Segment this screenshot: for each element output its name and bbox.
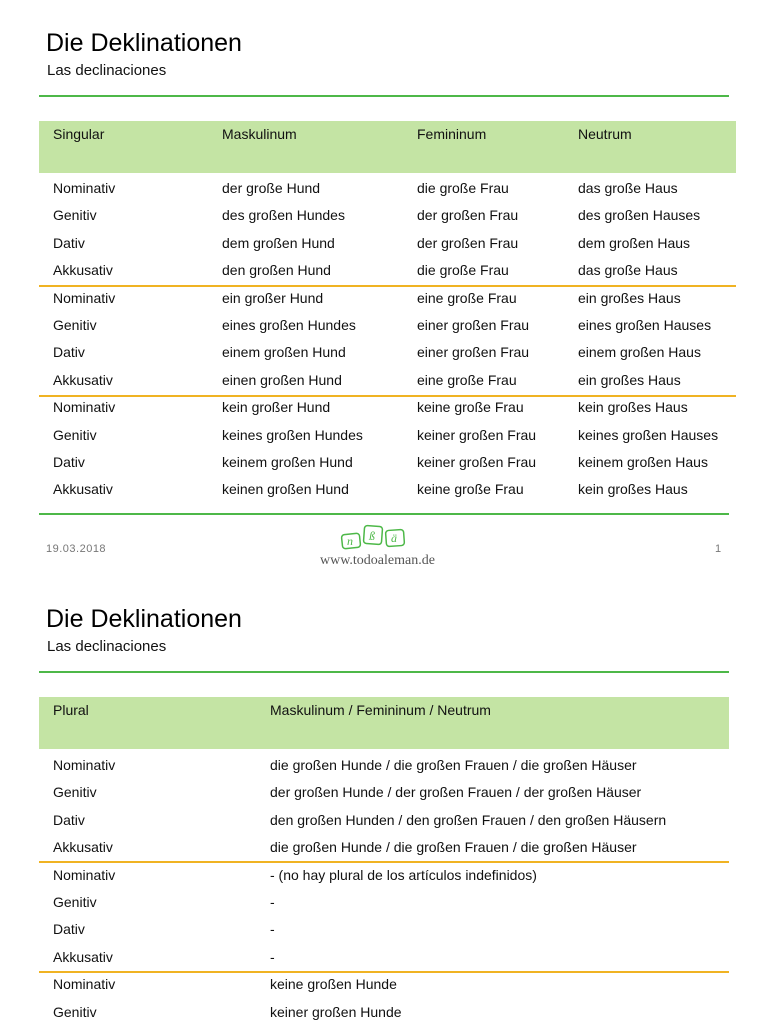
table-cell: einen großen Hund bbox=[222, 371, 342, 388]
page-number: 1 bbox=[715, 543, 722, 555]
header-maskulinum: Maskulinum bbox=[222, 126, 297, 142]
website-url: www.todoaleman.de bbox=[320, 553, 435, 568]
case-label: Genitiv bbox=[53, 784, 97, 801]
case-label: Akkusativ bbox=[53, 371, 113, 388]
table-cell: die große Frau bbox=[417, 180, 509, 196]
table-row bbox=[39, 230, 729, 257]
table-cell: einem großen Hund bbox=[222, 344, 346, 361]
table-row bbox=[39, 999, 729, 1024]
page-title: Die Deklinationen bbox=[46, 29, 242, 57]
table-row bbox=[39, 834, 729, 861]
table-header bbox=[39, 121, 736, 173]
case-label: Genitiv bbox=[53, 1003, 97, 1020]
case-label: Akkusativ bbox=[53, 481, 113, 498]
table-cell: ein großes Haus bbox=[578, 289, 681, 306]
table-cell: kein großes Haus bbox=[578, 399, 688, 416]
case-label: Dativ bbox=[53, 811, 85, 828]
case-label: Nominativ bbox=[53, 289, 116, 306]
header-femininum: Femininum bbox=[417, 126, 487, 142]
header-plural: Plural bbox=[53, 702, 89, 718]
table-row bbox=[39, 807, 729, 834]
table-cell: die großen Hunde / die großen Frauen / die großen Häuser bbox=[270, 757, 637, 773]
table-cell: der große Hund bbox=[222, 180, 321, 196]
table-cell: ein großes Haus bbox=[578, 371, 681, 388]
table-cell: den großen Hunden / den großen Frauen / den großen Häusern bbox=[270, 811, 667, 828]
table-row bbox=[39, 889, 729, 916]
table-row bbox=[39, 752, 729, 779]
case-label: Akkusativ bbox=[53, 262, 113, 279]
title-divider bbox=[39, 671, 729, 673]
table-cell: keiner großen Frau bbox=[417, 454, 537, 470]
case-label: Dativ bbox=[53, 454, 85, 470]
case-label: Genitiv bbox=[53, 426, 97, 443]
table-cell: - bbox=[270, 948, 275, 965]
table-cell: des großen Hundes bbox=[222, 207, 345, 224]
case-label: Dativ bbox=[53, 921, 85, 938]
case-label: Nominativ bbox=[53, 866, 116, 883]
footer-date: 19.03.2018 bbox=[46, 543, 107, 555]
table-cell: - bbox=[270, 921, 275, 938]
table-row bbox=[39, 394, 729, 421]
case-label: Dativ bbox=[53, 234, 85, 251]
table-row bbox=[39, 367, 729, 394]
table-cell: keiner großen Hunde bbox=[270, 1003, 402, 1020]
table-row bbox=[39, 312, 729, 339]
table-cell: einer großen Frau bbox=[417, 317, 530, 333]
table-cell: die große Frau bbox=[417, 262, 509, 279]
table-row bbox=[39, 944, 729, 971]
table-row bbox=[39, 449, 729, 476]
table-cell: keiner großen Frau bbox=[417, 426, 537, 443]
table-cell: ein großer Hund bbox=[222, 289, 324, 306]
table-cell: keinen großen Hund bbox=[222, 481, 349, 498]
table-row bbox=[39, 971, 729, 998]
table-row bbox=[39, 779, 729, 806]
table-row bbox=[39, 339, 729, 366]
table-cell: eines großen Hauses bbox=[578, 317, 712, 333]
group-divider bbox=[39, 395, 736, 397]
group-divider bbox=[39, 285, 736, 287]
table-cell: keinem großen Hund bbox=[222, 454, 353, 470]
case-label: Nominativ bbox=[53, 399, 116, 416]
page-subtitle: Las declinaciones bbox=[47, 62, 167, 79]
table-cell: keine großen Hunde bbox=[270, 976, 397, 993]
table-cell: dem großen Hund bbox=[222, 234, 335, 251]
table-cell: die großen Hunde / die großen Frauen / die großen Häuser bbox=[270, 839, 637, 856]
table-cell: eines großen Hundes bbox=[222, 317, 356, 333]
case-label: Nominativ bbox=[53, 180, 116, 196]
table-row bbox=[39, 175, 729, 202]
table-cell: keinem großen Haus bbox=[578, 454, 708, 470]
slide-page-2 bbox=[0, 580, 768, 1024]
header-singular: Singular bbox=[53, 126, 105, 142]
title-divider bbox=[39, 95, 729, 97]
table-cell: keine große Frau bbox=[417, 481, 524, 498]
logo-letter: ß bbox=[369, 529, 375, 543]
case-label: Nominativ bbox=[53, 757, 116, 773]
group-divider bbox=[39, 971, 729, 973]
table-cell: eine große Frau bbox=[417, 289, 517, 306]
table-row bbox=[39, 422, 729, 449]
case-label: Akkusativ bbox=[53, 948, 113, 965]
table-cell: das große Haus bbox=[578, 180, 678, 196]
table-cell: keines großen Hundes bbox=[222, 426, 363, 443]
case-label: Dativ bbox=[53, 344, 85, 361]
table-cell: der großen Hunde / der großen Frauen / der großen Häuser bbox=[270, 784, 642, 801]
table-cell: kein großes Haus bbox=[578, 481, 688, 498]
table-cell: des großen Hauses bbox=[578, 207, 701, 224]
table-cell: keines großen Hauses bbox=[578, 426, 719, 443]
table-cell: das große Haus bbox=[578, 262, 678, 279]
footer-divider bbox=[39, 513, 729, 515]
logo-letter: n bbox=[347, 534, 353, 548]
case-label: Nominativ bbox=[53, 976, 116, 993]
table-row bbox=[39, 202, 729, 229]
table-cell: - bbox=[270, 894, 275, 910]
page-subtitle: Las declinaciones bbox=[47, 638, 167, 655]
table-row bbox=[39, 285, 729, 312]
table-cell: den großen Hund bbox=[222, 262, 331, 279]
table-cell: dem großen Haus bbox=[578, 234, 691, 251]
table-cell: einem großen Haus bbox=[578, 344, 701, 361]
table-cell: einer großen Frau bbox=[417, 344, 530, 361]
logo-letter: ä bbox=[391, 531, 397, 545]
table-cell: keine große Frau bbox=[417, 399, 524, 416]
case-label: Genitiv bbox=[53, 894, 97, 910]
table-header bbox=[39, 697, 729, 749]
header-genders: Maskulinum / Femininum / Neutrum bbox=[270, 702, 491, 718]
group-divider bbox=[39, 861, 729, 863]
page-title: Die Deklinationen bbox=[46, 605, 242, 633]
header-neutrum: Neutrum bbox=[578, 126, 632, 142]
table-row bbox=[39, 916, 729, 943]
table-row bbox=[39, 476, 729, 503]
table-cell: der großen Frau bbox=[417, 234, 519, 251]
table-row bbox=[39, 257, 729, 284]
case-label: Genitiv bbox=[53, 317, 97, 333]
table-cell: - (no hay plural de los artículos indefinidos) bbox=[270, 866, 537, 883]
table-row bbox=[39, 862, 729, 889]
case-label: Akkusativ bbox=[53, 839, 113, 856]
table-cell: eine große Frau bbox=[417, 371, 517, 388]
todoaleman-logo-icon bbox=[340, 522, 410, 552]
table-cell: kein großer Hund bbox=[222, 399, 331, 416]
table-cell: der großen Frau bbox=[417, 207, 519, 224]
case-label: Genitiv bbox=[53, 207, 97, 224]
